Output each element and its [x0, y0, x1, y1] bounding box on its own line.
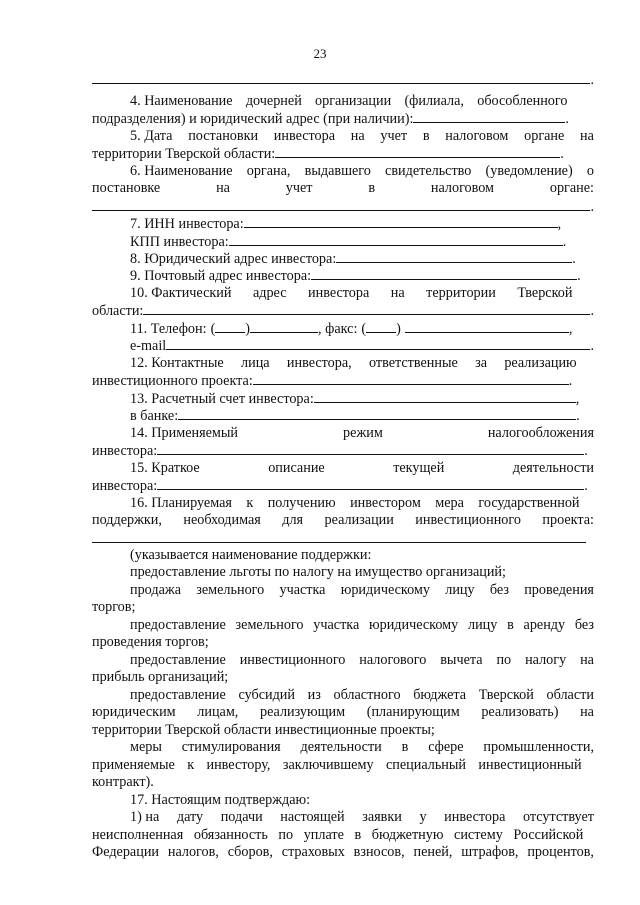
item-15-line-2: [92, 476, 594, 494]
text-fragment: предоставление: [130, 687, 226, 703]
text-fragment: ответственные: [368, 355, 458, 371]
text-fragment: 17. Настоящим подтверждаю:: [130, 792, 311, 808]
text-fragment: адрес: [252, 285, 287, 301]
actual-address-underline: [143, 301, 590, 315]
text-fragment: , факс:: [318, 321, 358, 337]
text-fragment: участка: [313, 617, 360, 633]
item-9-line: [130, 266, 594, 284]
text-fragment: аренду: [523, 617, 566, 633]
text-fragment: на: [580, 704, 594, 720]
text-fragment: без: [489, 582, 509, 598]
text-fragment: учет: [285, 180, 313, 196]
text-fragment: лицу: [445, 582, 475, 598]
text-fragment: бюджета: [413, 687, 467, 703]
text-fragment: предоставление льготы по налогу на имущество организаций;: [130, 564, 506, 580]
item-6-line-1: [130, 162, 594, 180]
text-fragment: подразделения) и юридический адрес (при наличии):: [92, 111, 414, 127]
text-fragment: области:: [92, 303, 144, 319]
support-subsidies-line-1: [130, 686, 594, 704]
support-subsidies-line-3: [92, 721, 594, 739]
item-12-line-1: [130, 354, 594, 372]
text-fragment: промышленности,: [483, 739, 594, 755]
text-fragment: свидетельство: [385, 163, 472, 179]
text-fragment: e-mail: [130, 338, 167, 354]
item-17-1-line-3: [92, 843, 594, 861]
text-fragment: территории Тверской области инвестиционные проекты;: [92, 722, 435, 738]
text-fragment: постановки: [188, 128, 259, 144]
item-11-line-2: [130, 336, 594, 354]
text-fragment: .: [568, 373, 573, 389]
text-fragment: постановке: [92, 180, 161, 196]
text-fragment: инвестиционного проекта:: [92, 373, 253, 389]
text-fragment: инвестора: [308, 285, 370, 301]
text-fragment: инвестору,: [206, 757, 271, 773]
phone-code-underline: [215, 319, 245, 333]
text-fragment: штрафов,: [461, 844, 519, 860]
support-list-intro: [130, 546, 550, 564]
text-fragment: из: [307, 687, 321, 703]
text-fragment: необходимая: [183, 512, 261, 528]
text-fragment: .: [562, 234, 567, 250]
item-6-line-2: [92, 179, 594, 197]
text-fragment: по: [496, 652, 512, 668]
text-fragment: органа,: [246, 163, 291, 179]
text-fragment: субсидий: [238, 687, 295, 703]
text-fragment: КПП инвестора:: [130, 234, 229, 250]
support-tax-deduction-line-1: [130, 651, 594, 669]
item-5-line-1: [130, 127, 594, 145]
text-fragment: 8. Юридический адрес инвестора:: [130, 251, 337, 267]
text-fragment: сборов,: [227, 844, 273, 860]
text-fragment: о: [586, 163, 594, 179]
postal-address-underline: [311, 266, 577, 280]
tax-regime-underline: [157, 441, 584, 455]
text-fragment: неисполненная: [92, 827, 184, 843]
activity-underline: [157, 476, 584, 490]
item-5-line-2: [92, 144, 594, 162]
text-fragment: областного: [333, 687, 401, 703]
support-subsidies-line-2: [92, 703, 594, 721]
text-fragment: сфере: [428, 739, 464, 755]
text-fragment: инвестора: [273, 128, 336, 144]
item-7-line-1: [130, 214, 594, 232]
item-5-underline: [275, 144, 560, 158]
fax-code-underline: [366, 319, 396, 333]
text-fragment: 14. Применяемый: [130, 425, 239, 441]
text-fragment: в: [401, 739, 409, 755]
text-fragment: ): [396, 321, 401, 337]
text-fragment: продажа: [130, 582, 181, 598]
text-fragment: к: [187, 757, 195, 773]
text-fragment: проведения торгов;: [92, 634, 209, 650]
text-fragment: 1) на: [130, 809, 160, 825]
item-15-line-1: [130, 459, 594, 477]
blank-field-line: [92, 70, 594, 88]
text-fragment: инвестора: [444, 809, 506, 825]
text-fragment: области: [546, 687, 594, 703]
contacts-underline: [253, 371, 569, 385]
text-fragment: .: [577, 268, 581, 284]
text-fragment: на: [390, 285, 405, 301]
text-fragment: на: [580, 128, 594, 144]
text-fragment: 11. Телефон:: [130, 321, 207, 337]
text-fragment: налоговом: [430, 180, 495, 196]
text-fragment: земельного: [235, 617, 304, 633]
item-16-line-1: [130, 494, 594, 512]
text-fragment: .: [584, 443, 588, 459]
text-fragment: (: [361, 321, 367, 337]
email-underline: [166, 336, 590, 350]
text-fragment: специальный: [385, 757, 467, 773]
text-fragment: (: [210, 321, 216, 337]
text-fragment: реализацию: [504, 355, 577, 371]
text-fragment: обязанность: [193, 827, 268, 843]
text-fragment: заявки: [362, 809, 402, 825]
text-fragment: 4. Наименование: [130, 93, 233, 109]
item-13-line-2: [130, 406, 594, 424]
text-fragment: на: [216, 180, 230, 196]
blank-underline: [92, 70, 590, 84]
text-fragment: (уведомление): [485, 163, 573, 179]
item-7-line-2: [130, 232, 594, 250]
text-fragment: инвестиционного: [239, 652, 346, 668]
text-fragment: в: [368, 180, 376, 196]
text-fragment: 15. Краткое: [130, 460, 200, 476]
text-fragment: лица: [241, 355, 270, 371]
text-fragment: территории Тверской области:: [92, 146, 276, 162]
item-11-line-1: [130, 319, 594, 337]
text-fragment: Тверской: [478, 687, 534, 703]
text-fragment: 9. Почтовый адрес инвестора:: [130, 268, 312, 284]
item-4-underline: [413, 109, 565, 123]
item-12-line-2: [92, 371, 594, 389]
text-fragment: 6. Наименование: [130, 163, 233, 179]
text-fragment: .: [590, 338, 594, 354]
text-fragment: 10. Фактический: [130, 285, 232, 301]
support-stimulus-line-1: [130, 738, 594, 756]
text-fragment: режим: [343, 425, 383, 441]
text-fragment: налогообложения: [487, 425, 594, 441]
text-fragment: 5. Дата: [130, 128, 173, 144]
text-fragment: .: [572, 251, 576, 267]
text-fragment: взносов,: [353, 844, 405, 860]
text-fragment: систему: [454, 827, 503, 843]
text-fragment: .: [584, 478, 588, 494]
inn-underline: [244, 214, 558, 228]
item-8-line: [130, 249, 594, 267]
text-fragment: проведения: [524, 582, 594, 598]
text-fragment: на: [580, 652, 594, 668]
text-fragment: юридическим: [92, 704, 176, 720]
text-fragment: лицам,: [197, 704, 239, 720]
text-fragment: контракт).: [92, 774, 154, 790]
text-fragment: подачи: [220, 809, 263, 825]
item-14-line-2: [92, 441, 594, 459]
text-fragment: .: [565, 111, 569, 127]
text-fragment: инвестором: [350, 495, 421, 511]
text-fragment: государственной: [478, 495, 580, 511]
item-6-underline: [92, 197, 590, 211]
text-fragment: органе: [524, 128, 565, 144]
text-fragment: инвестора:: [92, 478, 158, 494]
text-fragment: описание: [268, 460, 325, 476]
support-land-sale-line-2: [92, 598, 594, 616]
text-fragment: деятельности: [300, 739, 382, 755]
text-fragment: организации: [315, 93, 392, 109]
text-fragment: лицу: [467, 617, 498, 633]
text-fragment: в: [354, 827, 362, 843]
text-fragment: пеней,: [413, 844, 453, 860]
text-fragment: предоставление: [130, 617, 226, 633]
text-fragment: за: [475, 355, 488, 371]
support-property-tax: [130, 563, 550, 581]
text-fragment: торгов;: [92, 599, 136, 615]
text-fragment: (указывается наименование поддержки:: [130, 547, 372, 563]
text-fragment: налогов,: [167, 844, 219, 860]
text-fragment: текущей: [393, 460, 445, 476]
text-fragment: прибыль организаций;: [92, 669, 229, 685]
text-fragment: учет: [380, 128, 408, 144]
text-fragment: .: [576, 408, 580, 424]
text-fragment: выдавшего: [304, 163, 371, 179]
text-fragment: процентов,: [527, 844, 594, 860]
text-fragment: уплате: [303, 827, 344, 843]
text-fragment: ): [245, 321, 251, 337]
text-fragment: стимулирования: [181, 739, 281, 755]
text-fragment: Российской: [513, 827, 584, 843]
item-10-line-2: [92, 301, 594, 319]
text-fragment: налогового: [359, 652, 427, 668]
item-4-line-1: [130, 92, 594, 110]
text-fragment: страховых: [281, 844, 345, 860]
text-fragment: .: [590, 303, 594, 319]
text-fragment: 16. Планируемая: [130, 495, 232, 511]
text-fragment: деятельности: [512, 460, 594, 476]
support-land-lease-line-2: [92, 633, 594, 651]
text-fragment: реализующим: [259, 704, 346, 720]
text-fragment: предоставление: [130, 652, 226, 668]
text-fragment: ,: [568, 321, 573, 337]
text-fragment: настоящей: [280, 809, 345, 825]
text-fragment: в банке:: [130, 408, 179, 424]
text-fragment: юридическому: [340, 582, 430, 598]
item-10-line-1: [130, 284, 594, 302]
text-fragment: участка: [279, 582, 326, 598]
fax-number-underline: [405, 319, 569, 333]
support-stimulus-line-2: [92, 756, 594, 774]
support-stimulus-line-3: [92, 773, 594, 791]
text-fragment: земельного: [196, 582, 265, 598]
text-fragment: налоговом: [445, 128, 509, 144]
support-land-sale-line-1: [130, 581, 594, 599]
text-fragment: отсутствует: [522, 809, 594, 825]
text-fragment: .: [560, 146, 564, 162]
text-fragment: меры: [130, 739, 162, 755]
text-fragment: поддержки,: [92, 512, 162, 528]
text-fragment: вычета: [440, 652, 483, 668]
text-fragment: бюджетную: [371, 827, 444, 843]
text-fragment: (планирующим: [366, 704, 460, 720]
text-fragment: ,: [575, 391, 580, 407]
text-fragment: .: [590, 72, 594, 88]
text-fragment: в: [422, 128, 430, 144]
bank-underline: [178, 406, 576, 420]
support-land-lease-line-1: [130, 616, 594, 634]
text-fragment: Федерации: [92, 844, 160, 860]
text-fragment: реализации: [324, 512, 394, 528]
account-underline: [314, 389, 576, 403]
text-fragment: к: [246, 495, 254, 511]
text-fragment: органе:: [549, 180, 594, 196]
item-17-1-line-1: [130, 808, 594, 826]
text-fragment: инвестора,: [286, 355, 352, 371]
text-fragment: на: [350, 128, 365, 144]
text-fragment: в: [507, 617, 514, 633]
text-fragment: юридическому: [369, 617, 459, 633]
text-fragment: 12. Контактные: [130, 355, 224, 371]
text-fragment: налогу: [525, 652, 567, 668]
support-measure-underline: [92, 529, 586, 543]
text-fragment: без: [574, 617, 594, 633]
text-fragment: дочерней: [245, 93, 302, 109]
text-fragment: реализовать): [481, 704, 559, 720]
text-fragment: для: [282, 512, 304, 528]
item-13-line-1: [130, 389, 594, 407]
text-fragment: обособленного: [477, 93, 568, 109]
text-fragment: инвестиционного: [415, 512, 521, 528]
text-fragment: (филиала,: [404, 93, 464, 109]
text-fragment: дату: [176, 809, 204, 825]
text-fragment: .: [590, 199, 594, 215]
text-fragment: применяемые: [92, 757, 175, 773]
text-fragment: получению: [267, 495, 336, 511]
text-fragment: по: [278, 827, 294, 843]
item-16-line-2: [92, 511, 594, 529]
page-number: 23: [313, 46, 327, 61]
text-fragment: 7. ИНН инвестора:: [130, 216, 244, 232]
support-tax-deduction-line-2: [92, 668, 594, 686]
text-fragment: Тверской: [517, 285, 573, 301]
item-14-line-1: [130, 424, 594, 442]
text-fragment: проекта:: [542, 512, 594, 528]
item-17-heading: [130, 791, 594, 809]
text-fragment: инвестиционный: [478, 757, 582, 773]
text-fragment: мера: [435, 495, 464, 511]
item-4-line-2: [92, 109, 594, 127]
text-fragment: территории: [426, 285, 496, 301]
item-16-line-3: [92, 529, 594, 547]
text-fragment: 13. Расчетный счет инвестора:: [130, 391, 314, 407]
text-fragment: ,: [557, 216, 562, 232]
item-6-line-3: [92, 197, 594, 215]
item-17-1-line-2: [92, 826, 594, 844]
phone-number-underline: [250, 319, 318, 333]
text-fragment: у: [419, 809, 427, 825]
text-fragment: заключившему: [282, 757, 374, 773]
legal-address-underline: [336, 249, 572, 263]
text-fragment: инвестора:: [92, 443, 158, 459]
kpp-underline: [229, 232, 563, 246]
